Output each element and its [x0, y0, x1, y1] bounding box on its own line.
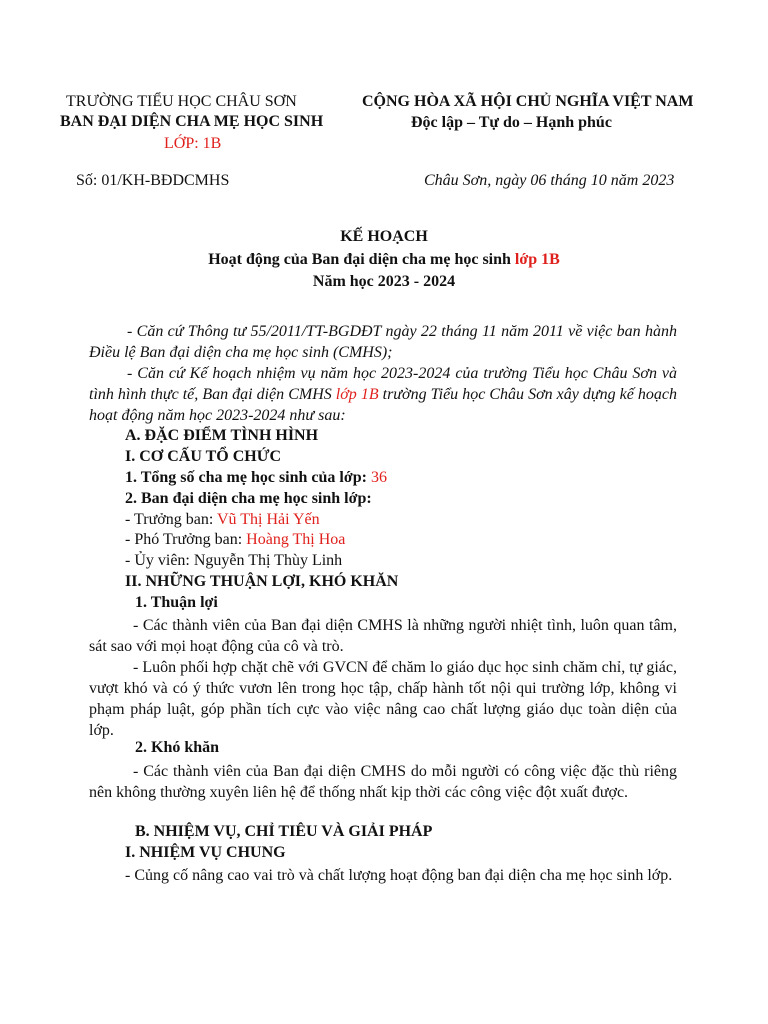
- document-title: KẾ HOẠCH: [340, 228, 428, 245]
- intro-paragraph-2-class: lớp 1B: [335, 386, 379, 403]
- board-head: [125, 511, 320, 529]
- board-member: - Ủy viên: Nguyễn Thị Thùy Linh: [125, 552, 343, 569]
- section-a-heading: A. ĐẶC ĐIỂM TÌNH HÌNH: [125, 427, 319, 444]
- place-date: Châu Sơn, ngày 06 tháng 10 năm 2023: [424, 172, 675, 189]
- board-deputy: [125, 531, 345, 549]
- advantages-heading: 1. Thuận lợi: [135, 594, 218, 611]
- intro-paragraph-2-text: - Căn cứ Kế hoạch nhiệm vụ năm học 2023-2024 của trường Tiểu học Châu Sơn và tình hình thực tế, Ban đại diện CMHS: [89, 365, 677, 403]
- parents-count-label: 1. Tổng số cha mẹ học sinh của lớp:: [125, 469, 371, 486]
- section-ii-heading: II. NHỮNG THUẬN LỢI, KHÓ KHĂN: [125, 573, 399, 590]
- republic-title: CỘNG HÒA XÃ HỘI CHỦ NGHĨA VIỆT NAM: [362, 93, 694, 110]
- intro-paragraph-1: - Căn cứ Thông tư 55/2011/TT-BGDĐT ngày 22 tháng 11 năm 2011 về việc ban hành Điều lệ Ban đại diện cha mẹ học sinh (CMHS);: [89, 323, 677, 361]
- advantages-paragraph-1: - Các thành viên của Ban đại diện CMHS là những người nhiệt tình, luôn quan tâm, sát sao với mọi hoạt động của cô và trò.: [89, 617, 677, 655]
- section-i-heading: I. CƠ CẤU TỔ CHỨC: [125, 448, 282, 465]
- parents-count-value: 36: [370, 469, 387, 486]
- school-name: TRƯỜNG TIỂU HỌC CHÂU SƠN: [66, 93, 297, 110]
- section-b-heading: B. NHIỆM VỤ, CHỈ TIÊU VÀ GIẢI PHÁP: [135, 823, 433, 840]
- board-head-name: Vũ Thị Hải Yến: [216, 511, 320, 528]
- board-members-heading: 2. Ban đại diện cha mẹ học sinh lớp:: [125, 490, 372, 507]
- general-tasks-heading: I. NHIỆM VỤ CHUNG: [125, 844, 286, 861]
- board-deputy-name: Hoàng Thị Hoa: [246, 531, 346, 548]
- subtitle-class: lớp 1B: [514, 251, 560, 268]
- class-label: LỚP: 1B: [164, 135, 222, 152]
- advantages-paragraph-2: - Luôn phối hợp chặt chẽ với GVCN để chăm lo giáo dục học sinh chăm chỉ, tự giác, vượt khó và có ý thức vươn lên trong học tập, chấp hành tốt nội qui trường lớp, không vi phạm pháp luật, góp phần tích cực vào việc nâng cao chất lượng giáo dục toàn diện của lớp.: [89, 659, 677, 739]
- board-deputy-label: - Phó Trưởng ban:: [125, 531, 247, 548]
- intro-paragraph-2-tail: trường Tiểu học Châu Sơn xây dựng kế hoạch hoạt động năm học 2023-2024 như sau:: [89, 386, 677, 424]
- parents-count: [125, 469, 387, 487]
- difficulties-paragraph-1: - Các thành viên của Ban đại diện CMHS do mỗi người có công việc đặc thù riêng nên không thường xuyên liên hệ để thống nhất kịp thời các công việc đột xuất được.: [89, 763, 677, 801]
- national-motto: Độc lập – Tự do – Hạnh phúc: [411, 114, 612, 131]
- board-name: BAN ĐẠI DIỆN CHA MẸ HỌC SINH: [60, 113, 324, 130]
- document-number: Số: 01/KH-BĐDCMHS: [76, 172, 230, 189]
- intro-paragraph-2: [89, 363, 677, 426]
- subtitle-text: Hoạt động của Ban đại diện cha mẹ học sinh: [208, 251, 515, 268]
- document-subtitle: [0, 251, 768, 269]
- board-head-label: - Trưởng ban:: [125, 511, 217, 528]
- school-year: Năm học 2023 - 2024: [312, 273, 456, 290]
- difficulties-heading: 2. Khó khăn: [135, 739, 220, 756]
- general-tasks-paragraph-1: - Củng cố nâng cao vai trò và chất lượng hoạt động ban đại diện cha mẹ học sinh lớp.: [125, 867, 673, 884]
